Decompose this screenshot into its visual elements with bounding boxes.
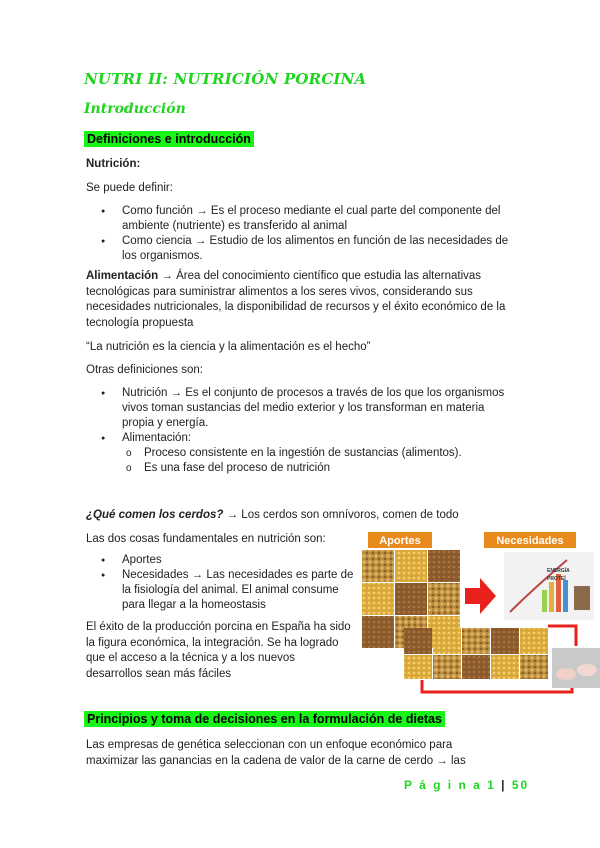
necesidades-label: Necesidades [496, 535, 564, 547]
document-title: NUTRI II: NUTRICIÓN PORCINA [84, 70, 367, 88]
flow-line [422, 680, 572, 692]
nutricion-label: Nutrición: [86, 158, 141, 170]
list-item: ● Como ciencia → Estudio de los alimentos en función de las necesidades de los organismos. [86, 234, 516, 264]
needs-bar [549, 582, 554, 612]
sub-list-item: o Proceso consistente en la ingestión de sustancias (alimentos). [86, 446, 516, 461]
otras-definiciones: Otras definiciones son: [86, 364, 203, 376]
exito-paragraph: El éxito de la producción porcina en España ha sido la figura económica, la integración. Se ha logrado que el acceso a la técnica y a los nuevos desarrollos sean más fáciles [86, 621, 351, 680]
list-item: ● Necesidades → Las necesidades es parte de la fisiología del animal. El animal consume para llegar a la homeostasis [86, 568, 354, 613]
flow-line [548, 626, 576, 646]
page-footer: P á g i n a 1 | 50 [404, 778, 530, 792]
list-item: ● Alimentación: [86, 431, 516, 446]
feed-image [520, 628, 548, 654]
document-subtitle: Introducción [84, 101, 186, 117]
feed-image [404, 655, 432, 679]
quote: “La nutrición es la ciencia y la alimentación es el hecho” [86, 341, 371, 353]
list-item: ● Aportes [86, 553, 354, 568]
list-item: ● Nutrición → Es el conjunto de procesos a través de los que los organismos vivos toman sustancias del medio exterior y los transforman en materia propia y energía. [86, 386, 516, 431]
definition-list [86, 204, 516, 264]
otras-list [86, 386, 516, 476]
sub-list-item: o Es una fase del proceso de nutrición [86, 461, 516, 476]
grain-image [428, 550, 460, 582]
pig-shape [577, 664, 597, 676]
section-heading-principios: Principios y toma de decisiones en la formulación de dietas [84, 712, 445, 726]
section-heading-definitions: Definiciones e introducción [84, 132, 254, 146]
grain-image [395, 550, 427, 582]
proteina-label: PROTEÍ [547, 576, 566, 582]
grain-image [362, 550, 394, 582]
dos-cosas: Las dos cosas fundamentales en nutrición son: [86, 533, 326, 545]
feed-image [404, 628, 432, 654]
dos-cosas-list [86, 553, 354, 613]
feed-image [433, 655, 461, 679]
grain-image [395, 583, 427, 615]
alimentacion-paragraph: Alimentación → Área del conocimiento científico que estudia las alternativas tecnológicas para suministrar alimentos a los seres vivos, considerando sus necesidades nutricionales, la disponibilidad de recursos y el éxito económico de la tecnología propuesta [86, 270, 506, 329]
needs-bar [542, 590, 547, 612]
se-puede-definir: Se puede definir: [86, 182, 173, 194]
arrow-right-icon [465, 578, 496, 614]
pig-shape [556, 668, 576, 680]
question-paragraph: ¿Qué comen los cerdos? → Los cerdos son omnívoros, comen de todo [86, 509, 459, 521]
feed-image [491, 655, 519, 679]
needs-bar [563, 580, 568, 612]
feed-image [433, 628, 461, 654]
grain-image [362, 583, 394, 615]
principios-paragraph: Las empresas de genética seleccionan con un enfoque económico para maximizar las ganancias en la cadena de valor de la carne de cerdo → las [86, 739, 466, 767]
nutrition-figure [362, 530, 600, 700]
list-item: ● Como función → Es el proceso mediante el cual parte del componente del ambiente (nutriente) es transferido al animal [86, 204, 516, 234]
feed-image [462, 628, 490, 654]
nutrition-figure-drawing [362, 530, 600, 700]
grain-image [362, 616, 394, 648]
feed-image [520, 655, 548, 679]
grain-image [428, 583, 460, 615]
feed-image [462, 655, 490, 679]
feed-image [491, 628, 519, 654]
pig-figurine [574, 586, 590, 610]
aportes-label: Aportes [379, 535, 421, 547]
energia-label: ENERGÍA [547, 568, 570, 574]
